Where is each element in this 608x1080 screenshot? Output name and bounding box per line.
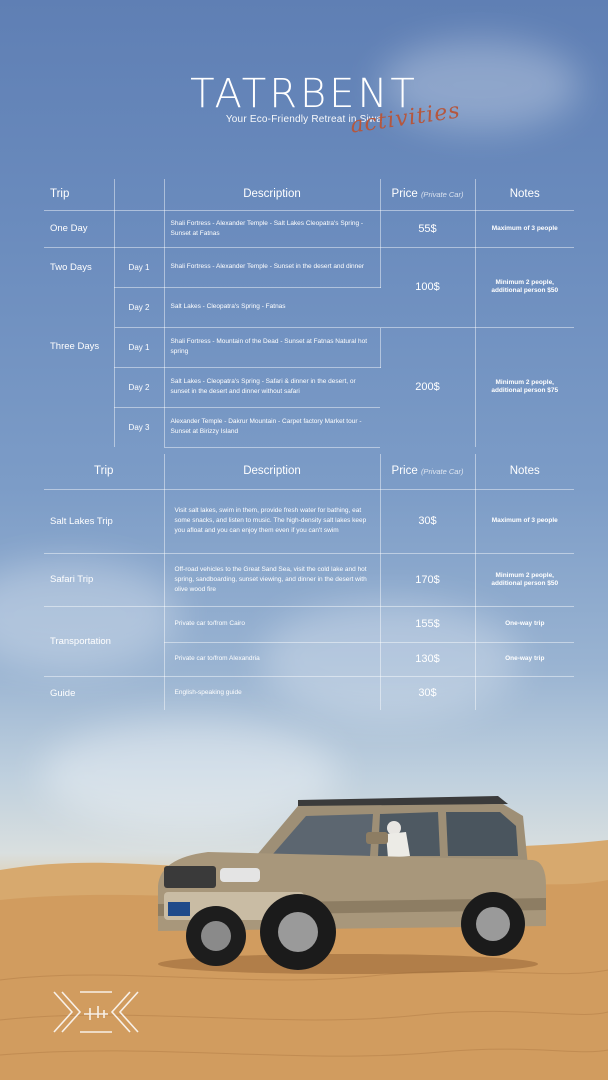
header-price-label: Price	[391, 465, 418, 478]
trip-description: Shali Fortress - Alexander Temple - Salt Lakes Cleopatra's Spring - Sunset at Fatnas	[164, 210, 380, 247]
header-description: Description	[164, 454, 380, 489]
day-label: Day 3	[114, 407, 164, 447]
trip-description: English-speaking guide	[164, 676, 380, 710]
trip-name: Guide	[44, 676, 164, 710]
trip-note	[475, 676, 574, 710]
trip-price: 100$	[380, 247, 475, 327]
day-label: Day 2	[114, 287, 164, 327]
packages-table	[44, 179, 574, 448]
header-spacer	[114, 179, 164, 210]
trip-description: Salt Lakes - Cleopatra's Spring - Safari & dinner in the desert, or sunset in the desert and dinner without safari	[164, 367, 380, 407]
table-header-row	[44, 179, 574, 210]
trip-description: Salt Lakes - Cleopatra's Spring - Fatnas	[164, 287, 380, 327]
trip-price: 55$	[380, 210, 475, 247]
trip-price: 30$	[380, 676, 475, 710]
trip-description: Private car to/from Cairo	[164, 606, 380, 642]
table-row	[44, 489, 574, 553]
desert-suv-illustration	[148, 786, 548, 976]
table-row	[44, 327, 574, 367]
day-label: Day 1	[114, 327, 164, 367]
header-price-label: Price	[391, 188, 418, 201]
table-row	[44, 210, 574, 247]
trip-price: 30$	[380, 489, 475, 553]
day-label: Day 1	[114, 247, 164, 287]
trip-note: One-way trip	[475, 606, 574, 642]
table-row	[44, 247, 574, 287]
trip-name: Transportation	[44, 606, 164, 676]
trip-description: Private car to/from Alexandria	[164, 642, 380, 676]
trip-description: Alexander Temple - Dakrur Mountain - Carpet factory Market tour - Sunset at Birizzy Island	[164, 407, 380, 447]
trip-note: Minimum 2 people, additional person $50	[475, 247, 574, 327]
trip-description: Shali Fortress - Alexander Temple - Sunset in the desert and dinner	[164, 247, 380, 287]
table-row	[44, 676, 574, 710]
trip-price: 200$	[380, 327, 475, 447]
trip-note: Maximum of 3 people	[475, 489, 574, 553]
header-price	[380, 179, 475, 210]
trip-price: 130$	[380, 642, 475, 676]
table-row	[44, 606, 574, 642]
trip-note: Maximum of 3 people	[475, 210, 574, 247]
trip-name: Salt Lakes Trip	[44, 489, 164, 553]
header-notes: Notes	[475, 454, 574, 489]
trip-price: 155$	[380, 606, 475, 642]
brand-header	[0, 72, 608, 125]
day-label: Day 2	[114, 367, 164, 407]
trip-name: Safari Trip	[44, 553, 164, 606]
brand-mark-icon	[50, 988, 142, 1036]
trip-price: 170$	[380, 553, 475, 606]
header-trip: Trip	[44, 179, 114, 210]
header-price-sub: (Private Car)	[420, 467, 464, 477]
trip-note: Minimum 2 people, additional person $50	[475, 553, 574, 606]
trip-name: One Day	[44, 210, 114, 247]
table-header-row	[44, 454, 574, 489]
trip-description: Off-road vehicles to the Great Sand Sea, visit the cold lake and hot spring, sandboarding, sunset viewing, and dinner in the desert with olive wood fire	[164, 553, 380, 606]
brand-name: TATRBENT	[190, 71, 418, 117]
header-description: Description	[164, 179, 380, 210]
trip-note: One-way trip	[475, 642, 574, 676]
header-notes: Notes	[475, 179, 574, 210]
header-price	[380, 454, 475, 489]
day-empty	[114, 210, 164, 247]
activities-script-title: activities	[348, 98, 463, 139]
trip-name: Two Days	[44, 247, 114, 327]
header-price-sub: (Private Car)	[420, 190, 464, 200]
trip-description: Shali Fortress - Mountain of the Dead - Sunset at Fatnas Natural hot spring	[164, 327, 380, 367]
trip-description: Visit salt lakes, swim in them, provide fresh water for bathing, eat some snacks, and listen to music. The high-density salt lakes keep you afloat and you can enjoy them even if you can't swim	[164, 489, 380, 553]
trip-note: Minimum 2 people, additional person $75	[491, 379, 559, 395]
table-row	[44, 553, 574, 606]
brand-tagline: Your Eco-Friendly Retreat in Siwa	[225, 114, 383, 125]
trip-name: Three Days	[44, 327, 114, 447]
header-trip: Trip	[44, 454, 164, 489]
activities-table	[44, 454, 574, 710]
